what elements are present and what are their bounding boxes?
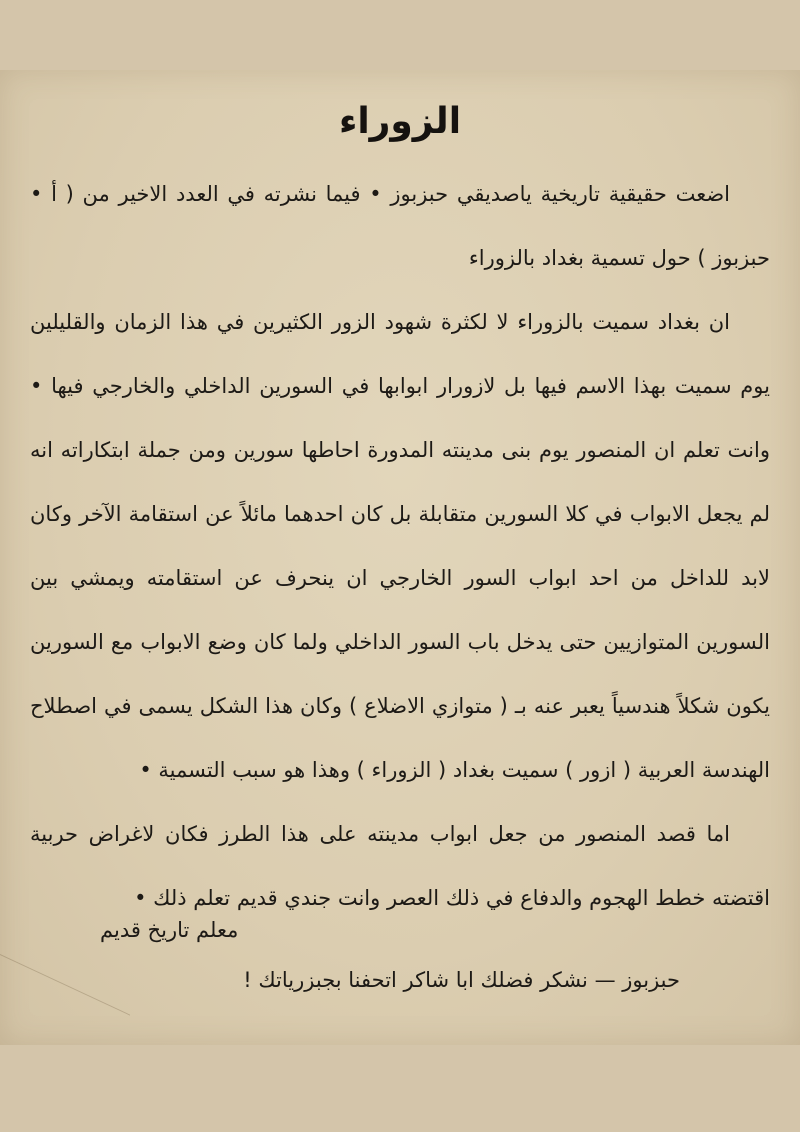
intro-paragraph: اضعت حقيقية تاريخية ياصديقي حبزبوز • فيما نشرته في العدد الاخير من ( أ • حبزبوز ) حول تسمية بغداد بالزوراء [30,182,770,270]
closing-paragraph: اما قصد المنصور من جعل ابواب مدينته على هذا الطرز فكان لاغراض حربية اقتضته خطط الهجوم والدفاع في ذلك العصر وانت جندي قديم تعلم ذلك • [30,822,770,910]
article-body [30,162,770,930]
author-signature: معلم تاريخ قديم [100,918,239,942]
paper-fold-mark [0,954,130,1106]
article-title: الزوراء [338,101,462,142]
editor-reply: حبزبوز — نشكر فضلك ابا شاكر اتحفنا بجبزرياتك ! [243,968,680,992]
main-paragraph: ان بغداد سميت بالزوراء لا لكثرة شهود الزور الكثيرين في هذا الزمان والقليلين يوم سميت بهذا الاسم فيها بل لازورار ابوابها في السورين الداخلي والخارجي فيها • وانت تعلم ان المنصور يوم بنى مدينته المدورة احاطها سورين ومن جملة ابتكاراته انه لم يجعل الابواب في كلا السورين متقابلة بل كان احدهما مائلاً عن استقامة الآخر وكان لابد للداخل من احد ابواب السور الخارجي ان ينحرف عن استقامته ويمشي بين السورين المتوازيين حتى يدخل باب السور الداخلي ولما كان وضع الابواب مع السورين يكون شكلاً هندسياً يعبر عنه بـ ( متوازي الاضلاع ) وكان هذا الشكل يسمى في اصطلاح الهندسة العربية ( ازور ) سميت بغداد ( الزوراء ) وهذا هو سبب التسمية • [30,310,770,782]
signature-row [80,918,720,958]
document-page [0,70,800,1045]
